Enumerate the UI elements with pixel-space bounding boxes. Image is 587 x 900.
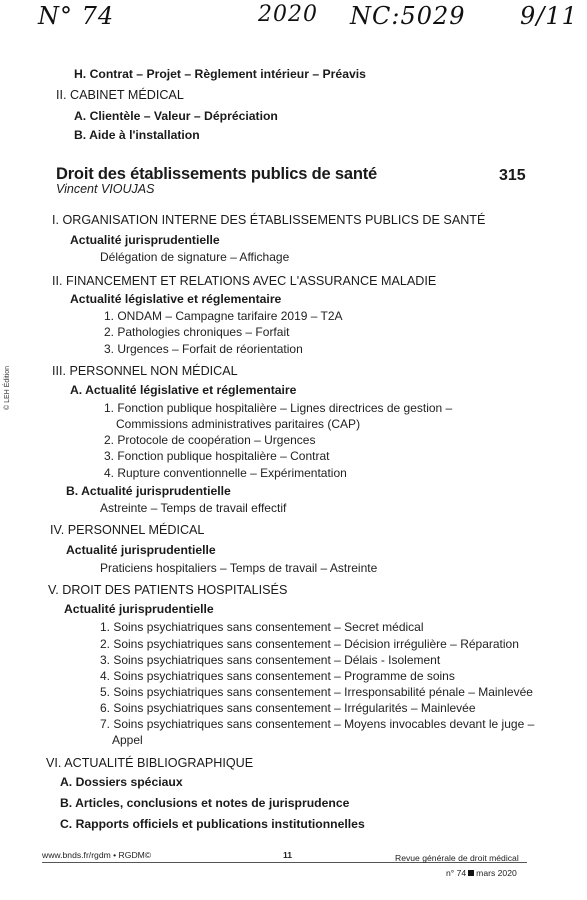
footer-issue-date: mars 2020 xyxy=(476,868,517,878)
section-subheading: Actualité jurisprudentielle xyxy=(66,543,216,557)
section-subheading: Actualité législative et réglementaire xyxy=(70,292,282,306)
article-page-number: 315 xyxy=(499,167,526,184)
section-heading: VI. ACTUALITÉ BIBLIOGRAPHIQUE xyxy=(46,756,254,770)
toc-entry: B. Aide à l'installation xyxy=(74,128,200,142)
sidebar-credit: © LEH Édition xyxy=(4,365,11,410)
handwritten-date: 9/11 xyxy=(520,2,578,30)
section-subheading: A. Actualité législative et réglementaire xyxy=(70,383,297,397)
section-subheading: B. Actualité jurisprudentielle xyxy=(66,484,231,498)
toc-item: 4. Soins psychiatriques sans consentement – Programme de soins xyxy=(100,669,455,683)
footer-issue-number: n° 74 xyxy=(446,868,467,878)
toc-item: 3. Soins psychiatriques sans consentement – Délais - Isolement xyxy=(100,653,441,667)
footer-journal: Revue générale de droit médical xyxy=(395,853,519,863)
toc-item-continuation: Commissions administratives paritaires (CAP) xyxy=(116,417,361,431)
handwritten-code: NC:5029 xyxy=(350,2,466,30)
toc-item: 3. Urgences – Forfait de réorientation xyxy=(104,342,303,356)
toc-entry: A. Dossiers spéciaux xyxy=(60,775,183,789)
section-subheading: Actualité jurisprudentielle xyxy=(70,233,220,247)
toc-item: 7. Soins psychiatriques sans consentement – Moyens invocables devant le juge – xyxy=(100,717,535,731)
section-subheading: Actualité jurisprudentielle xyxy=(64,602,214,616)
toc-entry: A. Clientèle – Valeur – Dépréciation xyxy=(74,109,278,123)
toc-item: Délégation de signature – Affichage xyxy=(100,250,290,264)
footer-website: www.bnds.fr/rgdm • RGDM© xyxy=(42,850,152,860)
toc-item-continuation: Appel xyxy=(112,733,143,747)
toc-item: 4. Rupture conventionnelle – Expérimentation xyxy=(104,466,347,480)
toc-item: 5. Soins psychiatriques sans consentement – Irresponsabilité pénale – Mainlevée xyxy=(100,685,533,699)
section-heading: IV. PERSONNEL MÉDICAL xyxy=(50,523,205,537)
toc-item: 1. Soins psychiatriques sans consentement – Secret médical xyxy=(100,620,424,634)
section-heading: II. FINANCEMENT ET RELATIONS AVEC L'ASSURANCE MALADIE xyxy=(52,274,437,288)
toc-heading: II. CABINET MÉDICAL xyxy=(56,88,184,102)
toc-item: 1. ONDAM – Campagne tarifaire 2019 – T2A xyxy=(104,309,343,323)
handwritten-year: 2020 xyxy=(258,2,318,27)
toc-item: Astreinte – Temps de travail effectif xyxy=(100,501,287,515)
toc-item: 1. Fonction publique hospitalière – Lignes directrices de gestion – xyxy=(104,401,453,415)
handwritten-issue-number: N° 74 xyxy=(38,2,115,30)
square-bullet-icon xyxy=(468,870,474,876)
toc-entry: C. Rapports officiels et publications institutionnelles xyxy=(60,817,365,831)
article-title: Droit des établissements publics de santé xyxy=(56,165,377,183)
toc-item: 2. Protocole de coopération – Urgences xyxy=(104,433,316,447)
toc-item: 6. Soins psychiatriques sans consentement – Irrégularités – Mainlevée xyxy=(100,701,476,715)
footer-issue xyxy=(446,868,517,878)
toc-entry: H. Contrat – Projet – Règlement intérieur – Préavis xyxy=(74,67,366,81)
section-heading: III. PERSONNEL NON MÉDICAL xyxy=(52,364,238,378)
footer-page-number: 11 xyxy=(283,850,293,860)
toc-item: 2. Pathologies chroniques – Forfait xyxy=(104,325,290,339)
section-heading: I. ORGANISATION INTERNE DES ÉTABLISSEMENTS PUBLICS DE SANTÉ xyxy=(52,213,486,227)
toc-item: 3. Fonction publique hospitalière – Contrat xyxy=(104,449,330,463)
toc-item: Praticiens hospitaliers – Temps de travail – Astreinte xyxy=(100,561,378,575)
toc-item: 2. Soins psychiatriques sans consentement – Décision irrégulière – Réparation xyxy=(100,637,519,651)
section-heading: V. DROIT DES PATIENTS HOSPITALISÉS xyxy=(48,583,288,597)
article-author: Vincent VIOUJAS xyxy=(56,182,155,196)
toc-entry: B. Articles, conclusions et notes de jurisprudence xyxy=(60,796,350,810)
